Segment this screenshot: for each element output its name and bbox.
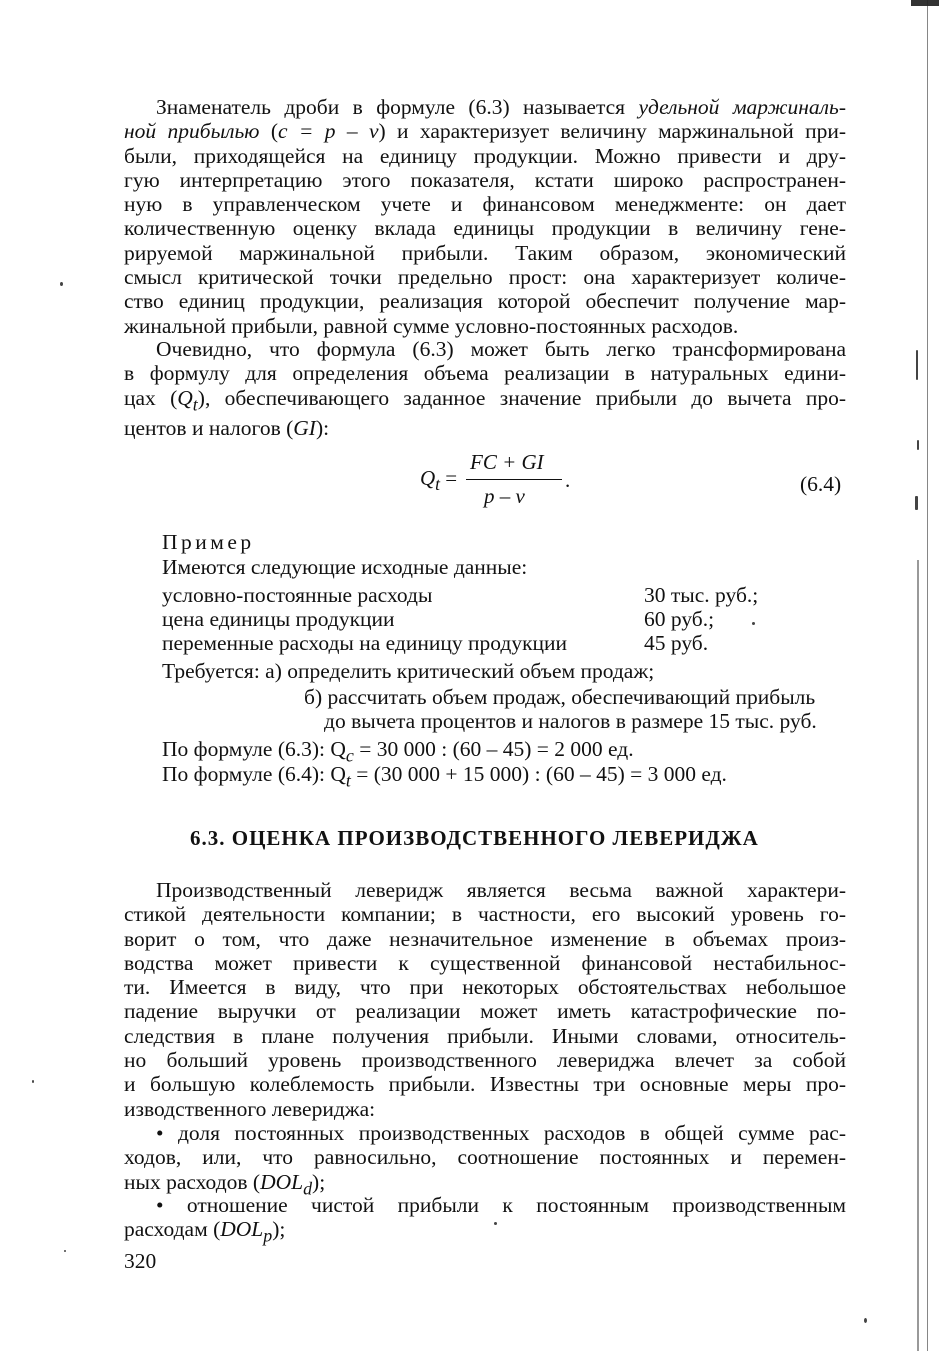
text-span: ): <box>315 416 330 441</box>
text-line: следствия в плане получения прибыли. Иными словами, относитель- <box>124 1023 846 1048</box>
text-line: но больший уровень производственного левериджа влечет за собой <box>124 1048 846 1073</box>
scan-corner-mark <box>911 0 939 6</box>
example-row-value: 60 руб.; <box>644 607 715 631</box>
text-line: жинальной прибыли, равной сумме условно-постоянных расходов. <box>124 313 739 338</box>
text-line: были, приходящейся на единицу продукции. Можно привести и дру- <box>124 143 846 168</box>
scan-speck <box>917 440 919 450</box>
formula-6-4 <box>420 448 580 518</box>
page-number: 320 <box>124 1249 157 1273</box>
scan-speck <box>494 1222 497 1225</box>
text-line <box>124 416 846 440</box>
scan-speck <box>915 496 918 510</box>
formula-subscript: t <box>435 474 441 495</box>
text-subscript: t <box>192 393 198 414</box>
scan-speck <box>32 1080 34 1083</box>
example-task-b-cont: до вычета процентов и налогов в размере 15 тыс. руб. <box>324 709 817 733</box>
text-line: и большую колеблемость прибыли. Известны три основные меры про- <box>124 1072 846 1097</box>
example-row-label: условно-постоянные расходы <box>162 583 433 607</box>
example-title: Пример <box>162 530 255 554</box>
text-span: По формуле (6.3): Q <box>162 737 346 761</box>
text-span: центов и налогов ( <box>124 416 294 441</box>
text-line: • доля постоянных производственных расходов в общей сумме рас- <box>156 1121 846 1145</box>
text-line: ходов, или, что равносильно, соотношение постоянных и перемен- <box>124 1145 846 1170</box>
text-italic: ной прибылью <box>124 119 260 144</box>
text-italic: удельной маржиналь- <box>638 95 847 119</box>
text-italic: DOL <box>220 1217 264 1242</box>
example-row-value: 30 тыс. руб.; <box>644 583 759 607</box>
text-span: ); <box>272 1217 286 1242</box>
example-intro: Имеются следующие исходные данные: <box>162 555 528 579</box>
scan-speck <box>64 1250 66 1252</box>
text-span: = 30 000 : (60 – 45) = 2 000 ед. <box>353 737 634 761</box>
text-italic: Q <box>177 385 193 410</box>
text-subscript: p <box>263 1225 273 1246</box>
example-task-b: б) рассчитать объем продаж, обеспечивающий прибыль <box>304 685 816 709</box>
text-span: ), обеспечивающего заданное значение прибыли до вычета про- <box>197 385 846 410</box>
formula-period: . <box>565 468 571 492</box>
text-line: смысл критической точки предельно прост: она характеризует количе- <box>124 265 846 290</box>
text-subscript: t <box>345 770 351 791</box>
text-span: ); <box>312 1169 326 1194</box>
text-span: = (30 000 + 15 000) : (60 – 45) = 3 000 ед. <box>350 762 727 786</box>
text-line: ство единиц продукции, реализация которой обеспечит получение мар- <box>124 289 846 314</box>
scan-speck <box>916 350 918 380</box>
text-span: ) и характеризует величину маржинальной при- <box>378 119 846 144</box>
text-line: ти. Имеется в виду, что при некоторых обстоятельствах небольшое <box>124 975 846 1000</box>
example-row-value: 45 руб. <box>644 631 709 655</box>
text-italic: DOL <box>260 1169 304 1194</box>
text-span: ( <box>259 119 278 144</box>
text-line: стикой деятельности компании; в частности, его высокий уровень го- <box>124 902 846 927</box>
text-span: расходам ( <box>124 1217 221 1242</box>
paragraph-margin-profit <box>124 95 846 338</box>
text-line: водства может привести к существенной финансовой нестабильнос- <box>124 950 846 975</box>
text-span: цах ( <box>124 385 178 410</box>
text-line: количественную оценку вклада единицы продукции в величину гене- <box>124 216 846 241</box>
text-line: падение выручки от реализации может иметь катастрофические по- <box>124 999 846 1024</box>
paragraph-formula-intro <box>124 337 846 440</box>
scan-speck <box>864 1318 867 1323</box>
bullet-item-dol-d <box>124 1121 846 1200</box>
scan-speck <box>752 622 755 625</box>
text-line: рируемой маржинальной прибыли. Таким образом, экономический <box>124 240 846 265</box>
text-line <box>124 386 846 417</box>
text-line <box>124 119 846 143</box>
text-italic: c = p – v <box>277 119 379 144</box>
example-row-label: цена единицы продукции <box>162 607 395 631</box>
formula-lhs <box>420 466 457 495</box>
scan-edge-line-inner <box>917 560 919 1351</box>
text-span: Знаменатель дроби в формуле (6.3) называется <box>156 95 639 119</box>
text-line: изводственного левериджа: <box>124 1096 376 1121</box>
text-line: Очевидно, что формула (6.3) может быть легко трансформирована <box>156 337 846 361</box>
text-subscript: d <box>303 1177 313 1198</box>
text-italic: GI <box>293 416 316 441</box>
bullet-item-dol-p <box>124 1193 846 1248</box>
example-row-label: переменные расходы на единицу продукции <box>162 631 568 655</box>
formula-equals: = <box>440 466 458 490</box>
scan-speck <box>60 282 63 286</box>
text-line: • отношение чистой прибыли к постоянным производственным <box>156 1193 846 1217</box>
text-span: По формуле (6.4): Q <box>162 762 346 786</box>
paragraph-operating-leverage <box>124 878 846 1121</box>
text-span: ных расходов ( <box>124 1169 261 1194</box>
example-calc-6-4 <box>162 762 727 791</box>
formula-var: Q <box>420 466 436 490</box>
formula-numerator: FC + GI <box>470 450 544 474</box>
text-line <box>124 95 846 119</box>
text-line: гую интерпретацию этого показателя, кстати широко распространен- <box>124 167 846 192</box>
text-line: в формулу для определения объема реализации в натуральных едини- <box>124 361 846 386</box>
formula-denominator: p – v <box>484 484 525 508</box>
fraction-bar <box>466 479 562 480</box>
text-line: Производственный леверидж является весьма важной характери- <box>156 878 846 902</box>
example-task-a: Требуется: а) определить критический объем продаж; <box>162 659 655 683</box>
equation-number: (6.4) <box>800 472 842 496</box>
text-subscript: c <box>345 745 354 766</box>
scan-edge-line <box>927 0 931 1351</box>
text-line: ворит о том, что даже незначительное изменение в объемах произ- <box>124 926 846 951</box>
text-line <box>124 1217 846 1248</box>
text-line: ную в управленческом учете и финансовом менеджменте: он дает <box>124 192 846 217</box>
section-heading: 6.3. ОЦЕНКА ПРОИЗВОДСТВЕННОГО ЛЕВЕРИДЖА <box>190 826 759 850</box>
